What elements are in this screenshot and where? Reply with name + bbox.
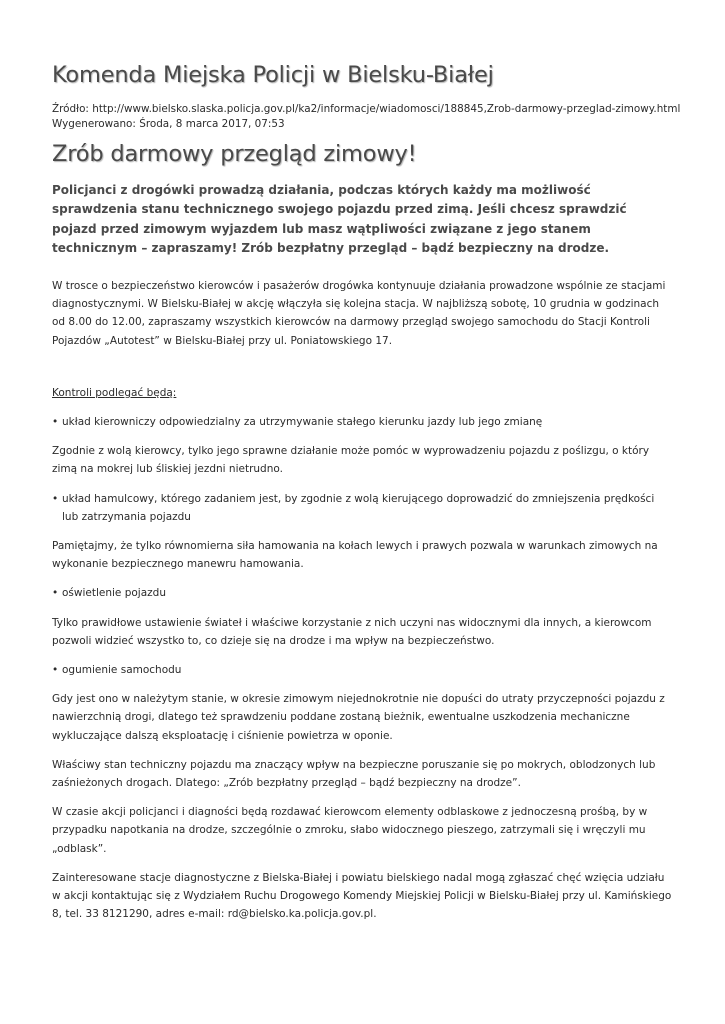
checks-heading: Kontroli podlegać będą: bbox=[52, 386, 177, 399]
generated-date: Wygenerowano: Środa, 8 marca 2017, 07:53 bbox=[52, 118, 285, 130]
paragraph-contact: Zainteresowane stacje diagnostyczne z Bielska-Białej i powiatu bielskiego nadal mogą zgłaszać chęć wzięcia udziału w akcji kontaktując się z Wydziałem Ruchu Drogowego Komendy Miejskiej Policji w Bielsku-Białej przy ul. Kamińskiego 8, tel. 33 8121290, adres e-mail: rd@bielsko.ka.policja.gov.pl. bbox=[52, 871, 672, 921]
bullet-item bbox=[52, 490, 672, 526]
article-lead: Policjanci z drogówki prowadzą działania, podczas których każdy ma możliwość sprawdzenia stanu technicznego swojego pojazdu przed zimą. Jeśli chcesz sprawdzić pojazd przed zimowym wyjazdem lub masz wątpliwości związane z jego stanem technicznym – zapraszamy! Zrób bezpłatny przegląd – bądź bezpieczny na drodze. bbox=[52, 183, 627, 255]
paragraph-lights: Tylko prawidłowe ustawienie świateł i właściwe korzystanie z nich uczyni nas widocznymi dla innych, a kierowcom pozwoli widzieć wszystko to, co dzieje się na drodze i ma wpływ na bezpieczeństwo. bbox=[52, 616, 652, 647]
source-url: Źródło: http://www.bielsko.slaska.policja.gov.pl/ka2/informacje/wiadomosci/188845,Zrob-darmowy-przeglad-zimowy.html bbox=[52, 103, 681, 115]
paragraph-tyres: Gdy jest ono w należytym stanie, w okresie zimowym niejednokrotnie nie dopuści do utraty przyczepności pojazdu z nawierzchnią drogi, dlatego też sprawdzeniu poddane zostaną bieżnik, ewentualne uszkodzenia mechaniczne wykluczające dalszą eksploatację i ciśnienie powietrza w oponie. bbox=[52, 693, 665, 742]
bullet-item bbox=[52, 584, 672, 602]
bullet-text-tyres: ogumienie samochodu bbox=[62, 664, 182, 677]
bullet-item bbox=[52, 661, 672, 679]
bullet-dot: • bbox=[52, 416, 59, 429]
article-title: Zrób darmowy przegląd zimowy! bbox=[52, 141, 417, 167]
bullet-text-steering: układ kierowniczy odpowiedzialny za utrzymywanie stałego kierunku jazdy lub jego zmianę bbox=[62, 416, 543, 429]
article-body bbox=[52, 277, 672, 934]
bullet-dot: • bbox=[52, 664, 59, 677]
bullet-item bbox=[52, 413, 672, 431]
bullet-text-lights: oświetlenie pojazdu bbox=[62, 587, 166, 600]
paragraph-brakes: Pamiętajmy, że tylko równomierna siła hamowania na kołach lewych i prawych pozwala w warunkach zimowych na wykonanie bezpiecznego manewru hamowania. bbox=[52, 540, 658, 571]
bullet-dot: • bbox=[52, 492, 59, 505]
bullet-dot: • bbox=[52, 587, 59, 600]
paragraph-condition: Właściwy stan techniczny pojazdu ma znaczący wpływ na bezpieczne poruszanie się po mokrych, oblodzonych lub zaśnieżonych drogach. Dlatego: „Zrób bezpłatny przegląd – bądź bezpieczny na drodze”. bbox=[52, 758, 656, 790]
intro-paragraph: W trosce o bezpieczeństwo kierowców i pasażerów drogówka kontynuuje działania prowadzone wspólnie ze stacjami diagnostycznymi. W Bielsku-Białej w akcję włączyła się kolejna stacja. W najbliższą sobotę, 10 grudnia w godzinach od 8.00 do 12.00, zapraszamy wszystkich kierowców na darmowy przegląd swojego samochodu do Stacji Kontroli Pojazdów „Autotest” w Bielsku-Białej przy ul. Poniatowskiego 17. bbox=[52, 280, 666, 347]
bullet-text-brakes: układ hamulcowy, którego zadaniem jest, by zgodnie z wolą kierującego doprowadzić do zmniejszenia prędkości lub zatrzymania pojazdu bbox=[62, 492, 655, 523]
paragraph-steering: Zgodnie z wolą kierowcy, tylko jego sprawne działanie może pomóc w wyprowadzeniu pojazdu z poślizgu, o który zimą na mokrej lub śliskiej jezdni nietrudno. bbox=[52, 445, 650, 476]
paragraph-reflectors: W czasie akcji policjanci i diagności będą rozdawać kierowcom elementy odblaskowe z jednoczesną prośbą, by w przypadku napotkania na drodze, szczególnie o zmroku, słabo widocznego pieszego, zatrzymali się i wręczyli mu „odblask”. bbox=[52, 806, 648, 855]
document-meta bbox=[52, 102, 680, 132]
site-title: Komenda Miejska Policji w Bielsku-Białej bbox=[52, 62, 494, 88]
